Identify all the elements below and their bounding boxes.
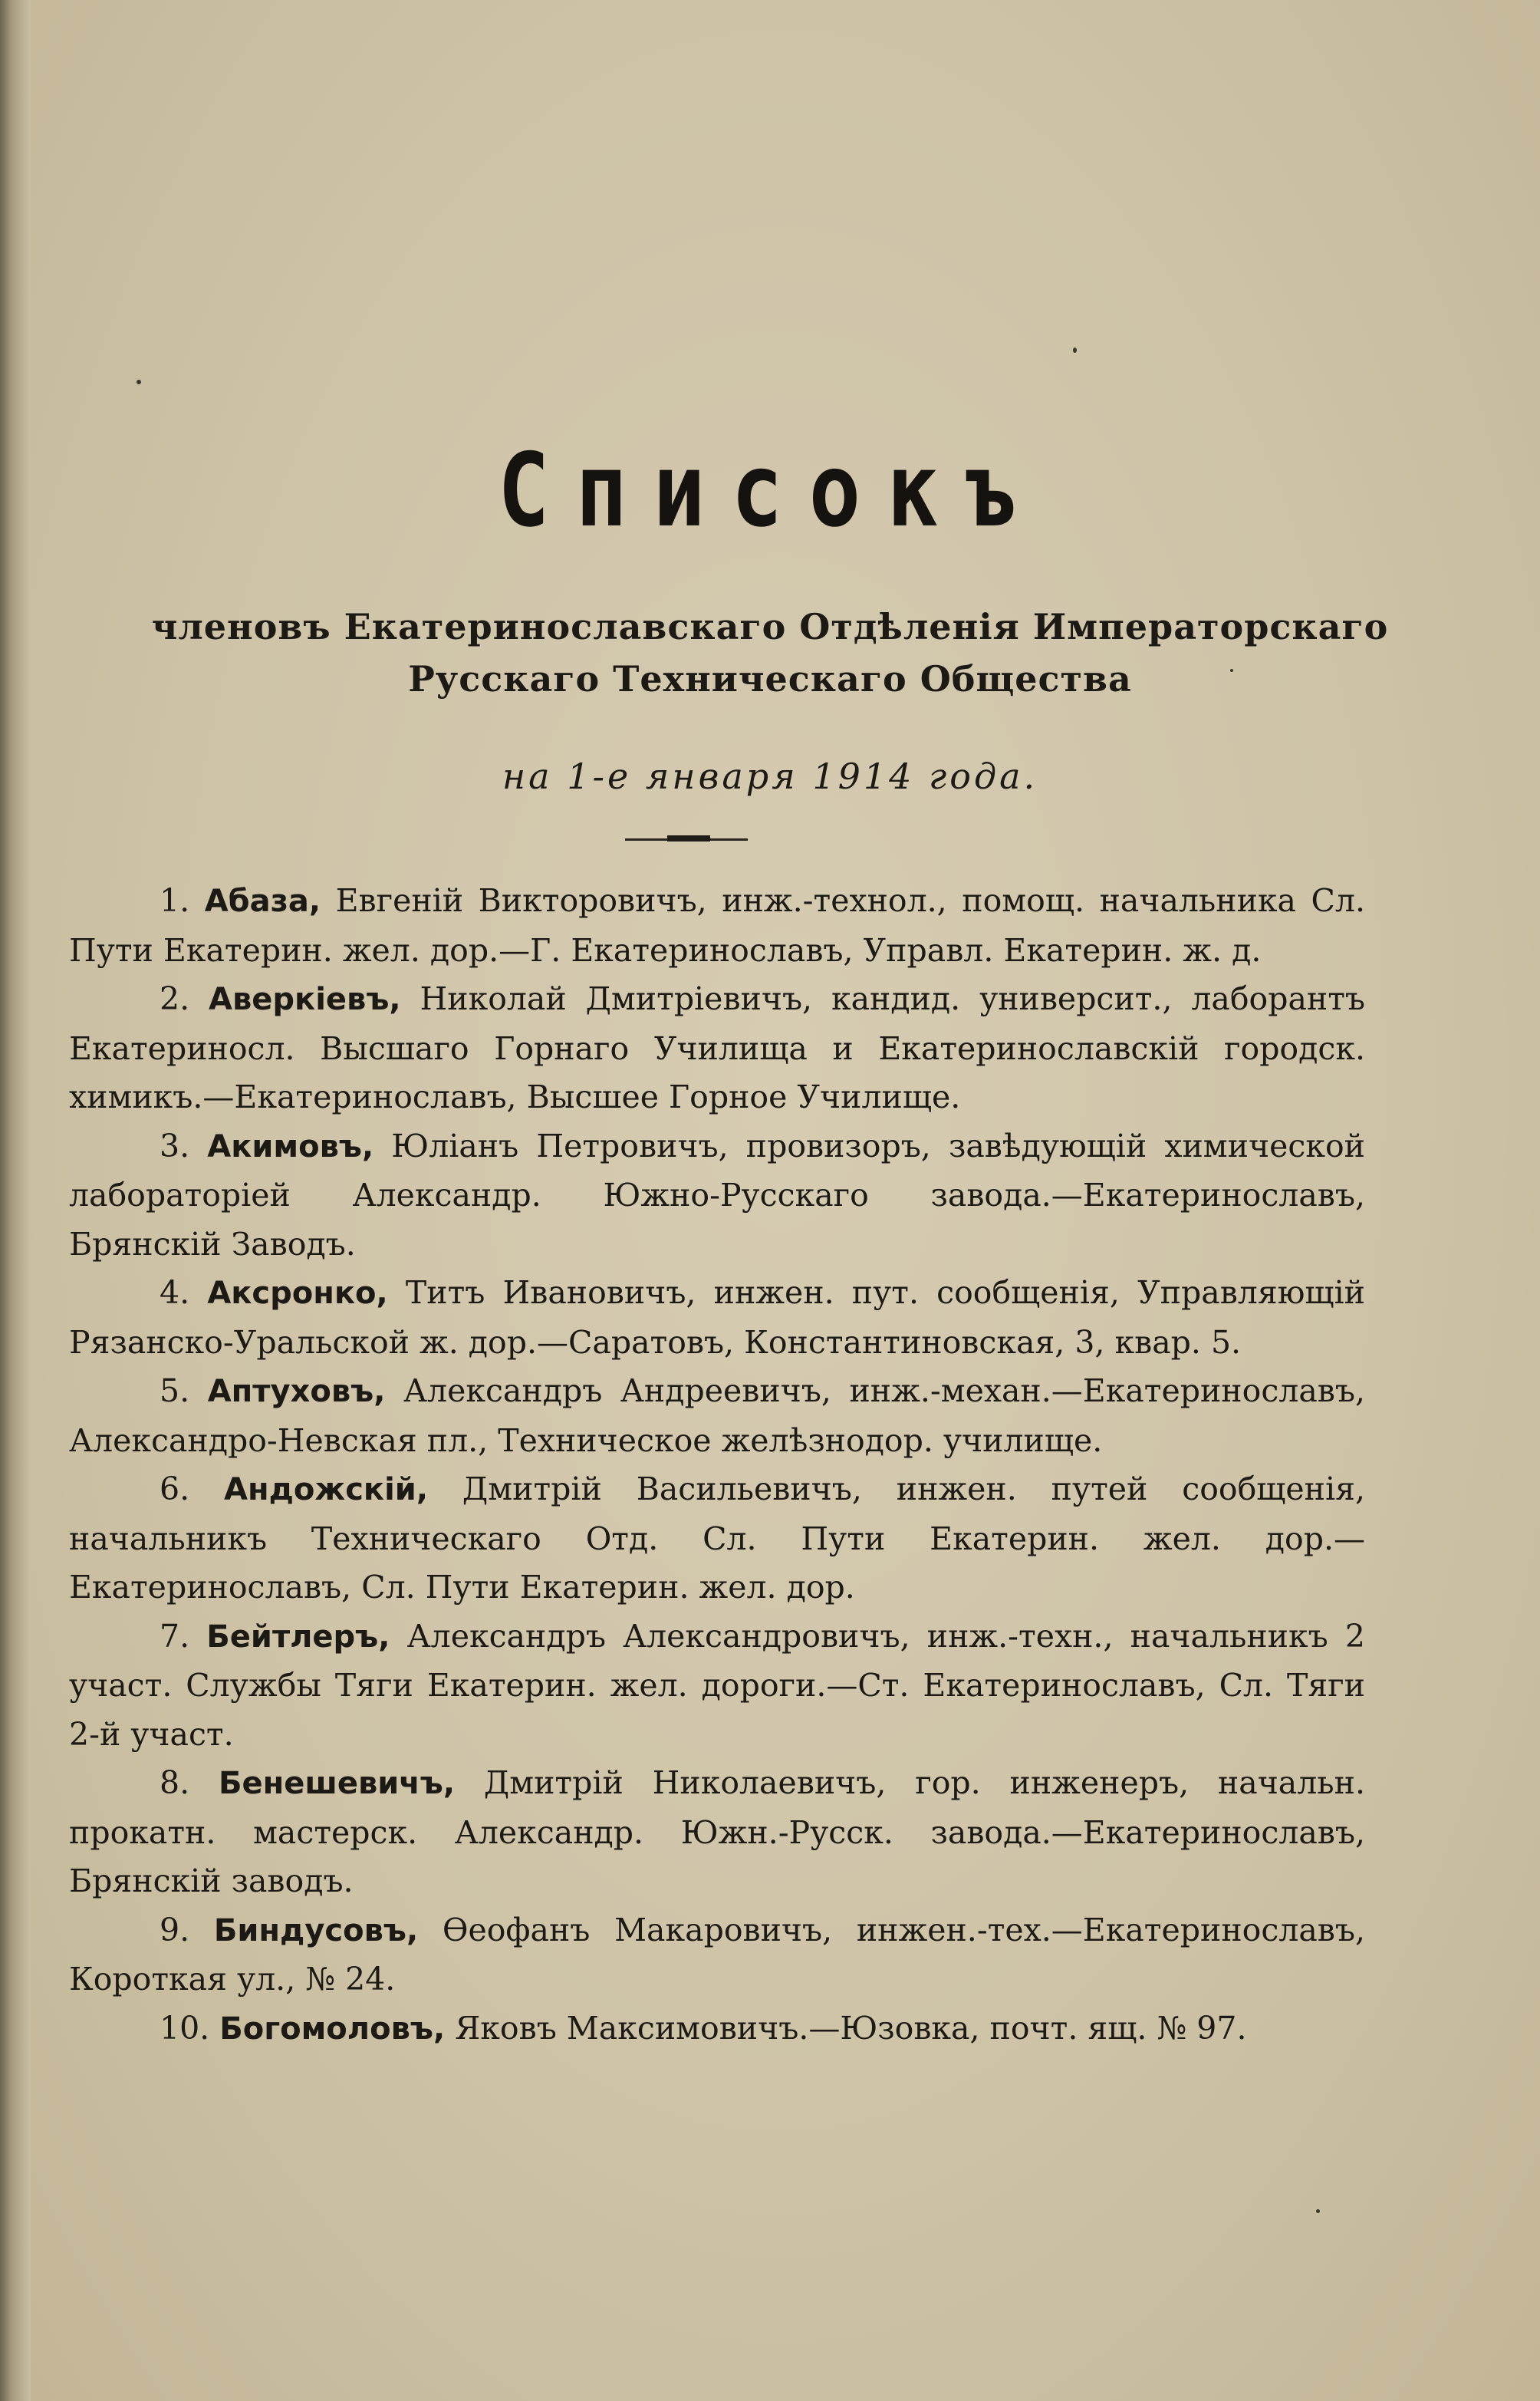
member-name: Бенешевичъ, <box>218 1766 456 1801</box>
member-entry <box>69 1122 1365 1270</box>
divider-ornament <box>667 835 710 842</box>
member-entry <box>69 975 1365 1122</box>
member-details: Евгеній Викторовичъ, инж.-технол., помощ. начальника Сл. Пути Екатерин. жел. дор.—Г. Екатеринославъ, Управл. Екатерин. ж. д. <box>69 882 1365 969</box>
member-entry <box>69 2004 1365 2054</box>
member-name: Аверкіевъ, <box>209 982 401 1017</box>
member-name: Аксронко, <box>207 1276 388 1311</box>
member-details: Дмитрій Васильевичъ, инжен. путей сообщенія, начальникъ Техническаго Отд. Сл. Пути Екатерин. жел. дор.—Екатеринославъ, Сл. Пути Екатерин. жел. дор. <box>69 1471 1365 1606</box>
member-entry <box>69 1367 1365 1465</box>
entry-number: 9. <box>160 1911 190 1948</box>
entry-number: 1. <box>160 882 190 919</box>
entry-number: 2. <box>160 980 190 1017</box>
member-entry <box>69 1612 1365 1760</box>
member-entry <box>69 1465 1365 1612</box>
member-details: Титъ Ивановичъ, инжен. пут. сообщенія, Управляющій Рязанско-Уральской ж. дор.—Саратовъ, Константиновская, 3, квар. 5. <box>69 1274 1365 1361</box>
entry-number: 8. <box>160 1764 190 1801</box>
member-entry <box>69 877 1365 975</box>
member-name: Бейтлеръ, <box>206 1619 390 1655</box>
member-name: Богомоловъ, <box>219 2011 446 2047</box>
entry-number: 5. <box>160 1372 190 1409</box>
member-name: Акимовъ, <box>207 1128 374 1164</box>
entry-number: 6. <box>160 1471 190 1507</box>
subtitle-line-2: Русскаго Техническаго Общества <box>408 658 1132 700</box>
entry-number: 4. <box>160 1274 190 1311</box>
entry-number: 7. <box>160 1617 190 1655</box>
member-details: Александръ Андреевичъ, инж.-механ.—Екатеринославъ, Александро-Невская пл., Техническое желѣзнодор. училище. <box>69 1372 1365 1459</box>
member-name: Аптуховъ, <box>207 1374 386 1409</box>
date-line: на 1-е января 1914 года. <box>502 756 1038 797</box>
member-details: Юліанъ Петровичъ, провизоръ, завѣдующій химической лабораторіей Александр. Южно-Русскаго завода.—Екатеринославъ, Брянскій Заводъ. <box>69 1127 1365 1263</box>
member-details: Яковъ Максимовичъ.—Юзовка, почт. ящ. № 97. <box>455 2009 1247 2047</box>
ink-speck <box>137 380 141 384</box>
member-details: Дмитрій Николаевичъ, гор. инженеръ, начальн. прокатн. мастерск. Александр. Южн.-Русск. завода.—Екатеринославъ, Брянскій заводъ. <box>69 1764 1365 1899</box>
ink-speck <box>1316 2209 1320 2213</box>
member-name: Андожскій, <box>224 1472 429 1507</box>
member-details: Николай Дмитріевичъ, кандид. университ., лаборантъ Екатериносл. Высшаго Горнаго Училища и Екатеринославскій городск. химикъ.—Екатеринославъ, Высшее Горное Училище. <box>69 980 1365 1115</box>
member-entry <box>69 1906 1365 2004</box>
member-details: Ѳеофанъ Макаровичъ, инжен.-тех.—Екатеринославъ, Короткая ул., № 24. <box>69 1911 1365 1998</box>
ink-speck <box>1073 347 1077 353</box>
entry-number: 10. <box>160 2009 210 2047</box>
member-entry <box>69 1269 1365 1367</box>
member-details: Александръ Александровичъ, инж.-техн., начальникъ 2 участ. Службы Тяги Екатерин. жел. дороги.—Ст. Екатеринославъ, Сл. Тяги 2-й участ. <box>69 1617 1365 1753</box>
entry-number: 3. <box>160 1127 190 1164</box>
member-list <box>69 877 1365 2054</box>
member-name: Биндусовъ, <box>213 1912 419 1948</box>
member-entry <box>69 1759 1365 1906</box>
subtitle-line-1: членовъ Екатеринославскаго Отдѣленія Императорскаго <box>151 606 1389 647</box>
page-title: Списокъ <box>497 432 1042 550</box>
member-name: Абаза, <box>204 884 321 919</box>
book-spine-shadow <box>0 0 31 2401</box>
